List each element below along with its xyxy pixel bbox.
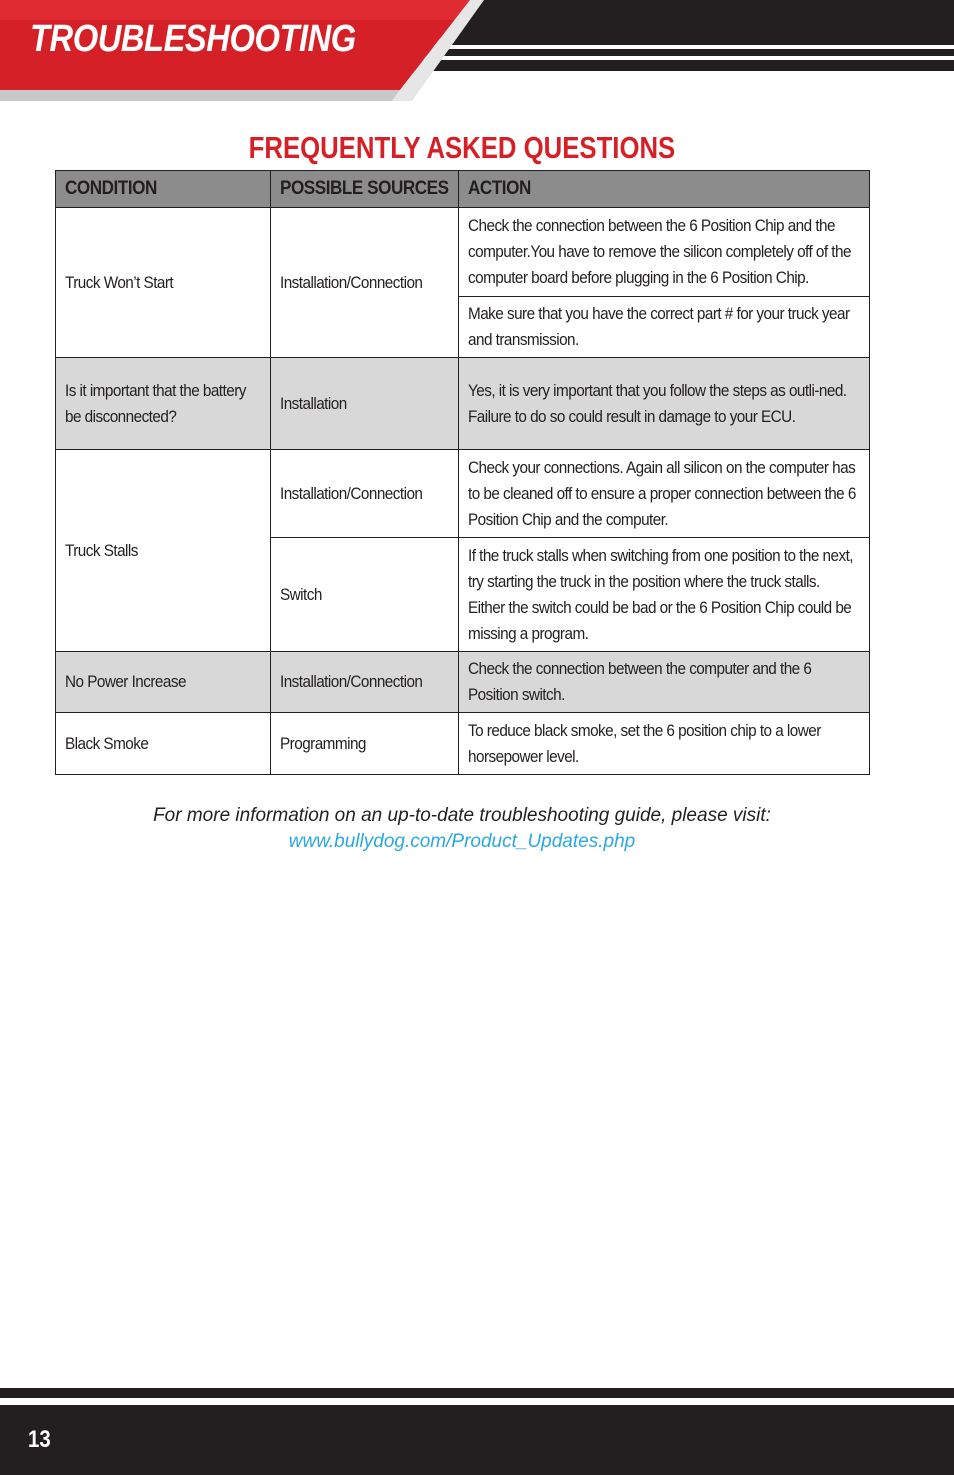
faq-heading [0, 130, 924, 166]
product-updates-link[interactable]: www.bullydog.com/Product_Updates.php [288, 831, 636, 852]
column-header-condition: CONDITION [56, 171, 271, 208]
condition-cell: Truck Stalls [56, 450, 271, 652]
action-cell: If the truck stalls when switching from one position to the next, try starting the truck in the position where the truck stalls. Either the switch could be bad or the 6 Position Chip could be missing a program. [459, 538, 870, 652]
table-row [56, 713, 870, 775]
source-cell: Installation/Connection [271, 208, 459, 358]
condition-cell: Is it important that the battery be disconnected? [56, 358, 271, 450]
footer-bar [0, 1405, 954, 1475]
table-header-row [56, 171, 870, 208]
source-cell: Switch [271, 538, 459, 652]
action-cell: Make sure that you have the correct part # for your truck year and transmission. [459, 297, 870, 358]
action-cell: Yes, it is very important that you follow the steps as outli-ned. Failure to do so could result in damage to your ECU. [459, 358, 870, 450]
more-info [0, 803, 924, 855]
table-row [56, 652, 870, 713]
action-cell: Check your connections. Again all silicon on the computer has to be cleaned off to ensure a proper connection between the 6 Position Chip and the computer. [459, 450, 870, 538]
action-cell: To reduce black smoke, set the 6 position chip to a lower horsepower level. [459, 713, 870, 775]
page-number: 13 [28, 1426, 51, 1453]
footer-stripe [0, 1388, 954, 1398]
action-cell: Check the connection between the 6 Position Chip and the computer.You have to remove the silicon completely off of the computer board before plugging in the 6 Position Chip. [459, 208, 870, 297]
page-header [0, 0, 954, 105]
page-title: TROUBLESHOOTING [30, 18, 356, 60]
source-cell: Installation [271, 358, 459, 450]
table-row [56, 358, 870, 450]
condition-cell: Black Smoke [56, 713, 271, 775]
action-cell: Check the connection between the computer and the 6 Position switch. [459, 652, 870, 713]
table-row [56, 450, 870, 538]
column-header-action: ACTION [459, 171, 870, 208]
source-cell: Installation/Connection [271, 450, 459, 538]
source-cell: Installation/Connection [271, 652, 459, 713]
faq-heading-text: FREQUENTLY ASKED QUESTIONS [248, 130, 676, 165]
column-header-sources: POSSIBLE SOURCES [271, 171, 459, 208]
faq-table [55, 170, 870, 775]
table-row [56, 208, 870, 297]
source-cell: Programming [271, 713, 459, 775]
more-info-text: For more information on an up-to-date troubleshooting guide, please visit: [153, 805, 771, 826]
condition-cell: No Power Increase [56, 652, 271, 713]
condition-cell: Truck Won’t Start [56, 208, 271, 358]
